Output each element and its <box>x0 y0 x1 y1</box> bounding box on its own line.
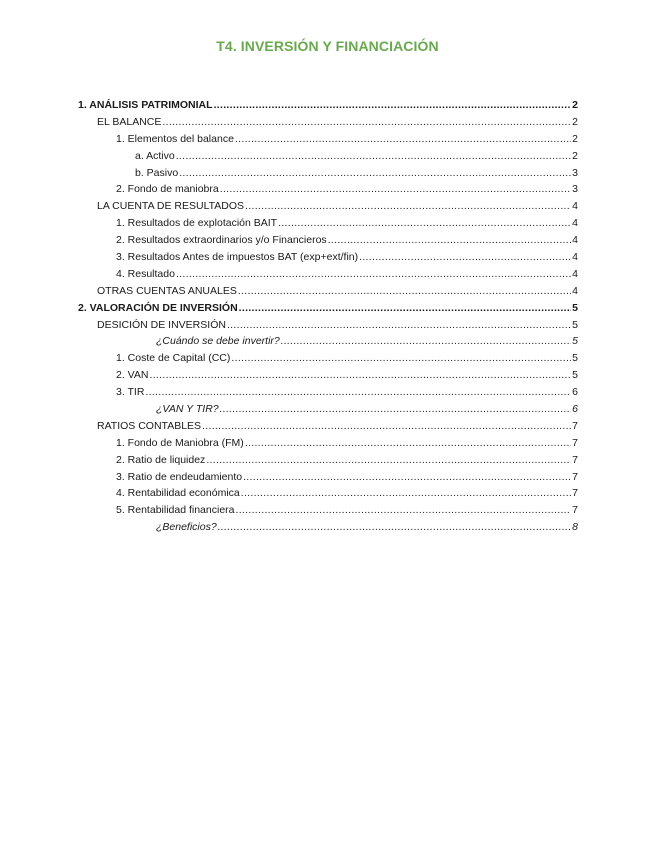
toc-entry[interactable] <box>78 367 578 384</box>
toc-entry-title: 2. VAN <box>116 369 149 382</box>
toc-entry-title: 1. Elementos del balance <box>116 132 234 145</box>
toc-entry-title: ¿VAN Y TIR? <box>156 403 219 416</box>
toc-entry-title: 1. Resultados de explotación BAIT <box>116 217 278 230</box>
toc-entry[interactable] <box>78 215 578 232</box>
toc-entry[interactable] <box>78 418 578 435</box>
toc-entry[interactable] <box>78 485 578 502</box>
toc-entry[interactable] <box>78 232 578 249</box>
toc-entry-title: 4. Resultado <box>116 267 175 280</box>
toc-entry[interactable] <box>78 469 578 486</box>
toc-entry-title: 4. Rentabilidad económica <box>116 487 240 500</box>
toc-entry-title: 2. VALORACIÓN DE INVERSIÓN <box>78 301 238 314</box>
toc-page-number: 7 <box>572 470 578 483</box>
toc-entry-title: ¿Cuándo se debe invertir? <box>156 335 280 348</box>
toc-entry[interactable] <box>78 97 578 114</box>
toc-entry-title: 3. Resultados Antes de impuestos BAT (exp+ext/fin) <box>116 251 359 264</box>
toc-dot-leader <box>176 148 571 165</box>
toc-dot-leader <box>328 232 571 249</box>
toc-dot-leader <box>202 418 571 435</box>
toc-entry[interactable] <box>78 148 578 165</box>
toc-entry-title: b. Pasivo <box>135 166 179 179</box>
toc-entry-title: 1. Fondo de Maniobra (FM) <box>116 436 244 449</box>
toc-entry-title: ¿Beneficios? <box>156 521 217 534</box>
toc-entry[interactable] <box>78 131 578 148</box>
toc-entry[interactable] <box>78 317 578 334</box>
toc-dot-leader <box>359 249 571 266</box>
toc-page-number: 5 <box>572 301 578 314</box>
toc-dot-leader <box>281 333 571 350</box>
toc-entry[interactable] <box>78 283 578 300</box>
toc-entry[interactable] <box>78 350 578 367</box>
toc-page-number: 6 <box>572 386 578 399</box>
toc-entry-title: 1. ANÁLISIS PATRIMONIAL <box>78 99 213 111</box>
toc-page-number: 5 <box>572 335 578 348</box>
toc-entry-title: 5. Rentabilidad financiera <box>116 504 235 517</box>
toc-entry[interactable] <box>78 165 578 182</box>
toc-page-number: 7 <box>572 504 578 517</box>
toc-dot-leader <box>179 165 571 182</box>
toc-page-number: 3 <box>572 166 578 179</box>
toc-page-number: 4 <box>572 217 578 230</box>
toc-entry-title: 3. Ratio de endeudamiento <box>116 470 243 483</box>
toc-page-number: 4 <box>572 200 578 213</box>
toc-dot-leader <box>278 215 571 232</box>
toc-dot-leader <box>238 283 571 300</box>
toc-dot-leader <box>227 317 571 334</box>
toc-page-number: 2 <box>572 132 578 145</box>
toc-entry[interactable] <box>78 502 578 519</box>
toc-page-number: 3 <box>572 183 578 196</box>
toc-entry[interactable] <box>78 401 578 418</box>
toc-page-number: 4 <box>572 284 578 297</box>
toc-dot-leader <box>245 198 571 215</box>
document-title: T4. INVERSIÓN Y FINANCIACIÓN <box>216 38 439 54</box>
toc-entry[interactable] <box>78 181 578 198</box>
toc-dot-leader <box>236 502 572 519</box>
toc-page-number: 2 <box>572 99 578 111</box>
toc-entry[interactable] <box>78 452 578 469</box>
toc-dot-leader <box>241 485 571 502</box>
toc-entry-title: 2. Fondo de maniobra <box>116 183 219 196</box>
toc-dot-leader <box>214 97 572 114</box>
toc-dot-leader <box>231 350 571 367</box>
toc-dot-leader <box>218 519 571 536</box>
toc-dot-leader <box>220 401 572 418</box>
toc-dot-leader <box>239 300 571 317</box>
toc-page-number: 4 <box>572 234 578 247</box>
toc-entry[interactable] <box>78 384 578 401</box>
toc-page-number: 8 <box>572 521 578 534</box>
toc-dot-leader <box>176 266 571 283</box>
toc-entry[interactable] <box>78 266 578 283</box>
toc-dot-leader <box>149 367 571 384</box>
toc-entry-title: DESICIÓN DE INVERSIÓN <box>97 318 226 331</box>
toc-entry-title: OTRAS CUENTAS ANUALES <box>97 284 237 297</box>
toc-page-number: 2 <box>572 115 578 128</box>
toc-page-number: 4 <box>572 267 578 280</box>
toc-page-number: 5 <box>572 318 578 331</box>
toc-page-number: 7 <box>572 419 578 432</box>
toc-page-number: 4 <box>572 251 578 264</box>
toc-dot-leader <box>145 384 571 401</box>
toc-entry[interactable] <box>78 249 578 266</box>
toc-entry[interactable] <box>78 519 578 536</box>
toc-dot-leader <box>206 452 571 469</box>
toc-entry-title: a. Activo <box>135 149 175 162</box>
toc-dot-leader <box>243 469 571 486</box>
toc-entry-title: 3. TIR <box>116 386 145 399</box>
toc-entry-title: 2. Resultados extraordinarios y/o Financieros <box>116 234 327 247</box>
toc-page-number: 5 <box>572 369 578 382</box>
toc-entry[interactable] <box>78 333 578 350</box>
toc-entry-title: 1. Coste de Capital (CC) <box>116 352 231 365</box>
toc-entry-title: 2. Ratio de liquidez <box>116 453 206 466</box>
toc-page-number: 6 <box>572 403 578 416</box>
toc-dot-leader <box>220 181 571 198</box>
toc-entry-title: LA CUENTA DE RESULTADOS <box>97 200 245 213</box>
toc-dot-leader <box>162 114 571 131</box>
toc-page-number: 2 <box>572 149 578 162</box>
toc-entry[interactable] <box>78 435 578 452</box>
toc-page-number: 7 <box>572 453 578 466</box>
toc-entry-title: RATIOS CONTABLES <box>97 419 202 432</box>
toc-dot-leader <box>245 435 571 452</box>
toc-entry-title: EL BALANCE <box>97 115 162 128</box>
toc-page-number: 7 <box>572 487 578 500</box>
toc-entry[interactable] <box>78 114 578 131</box>
table-of-contents <box>78 97 578 536</box>
toc-entry[interactable] <box>78 300 578 317</box>
toc-page-number: 5 <box>572 352 578 365</box>
toc-entry[interactable] <box>78 198 578 215</box>
toc-page-number: 7 <box>572 436 578 449</box>
toc-dot-leader <box>235 131 571 148</box>
